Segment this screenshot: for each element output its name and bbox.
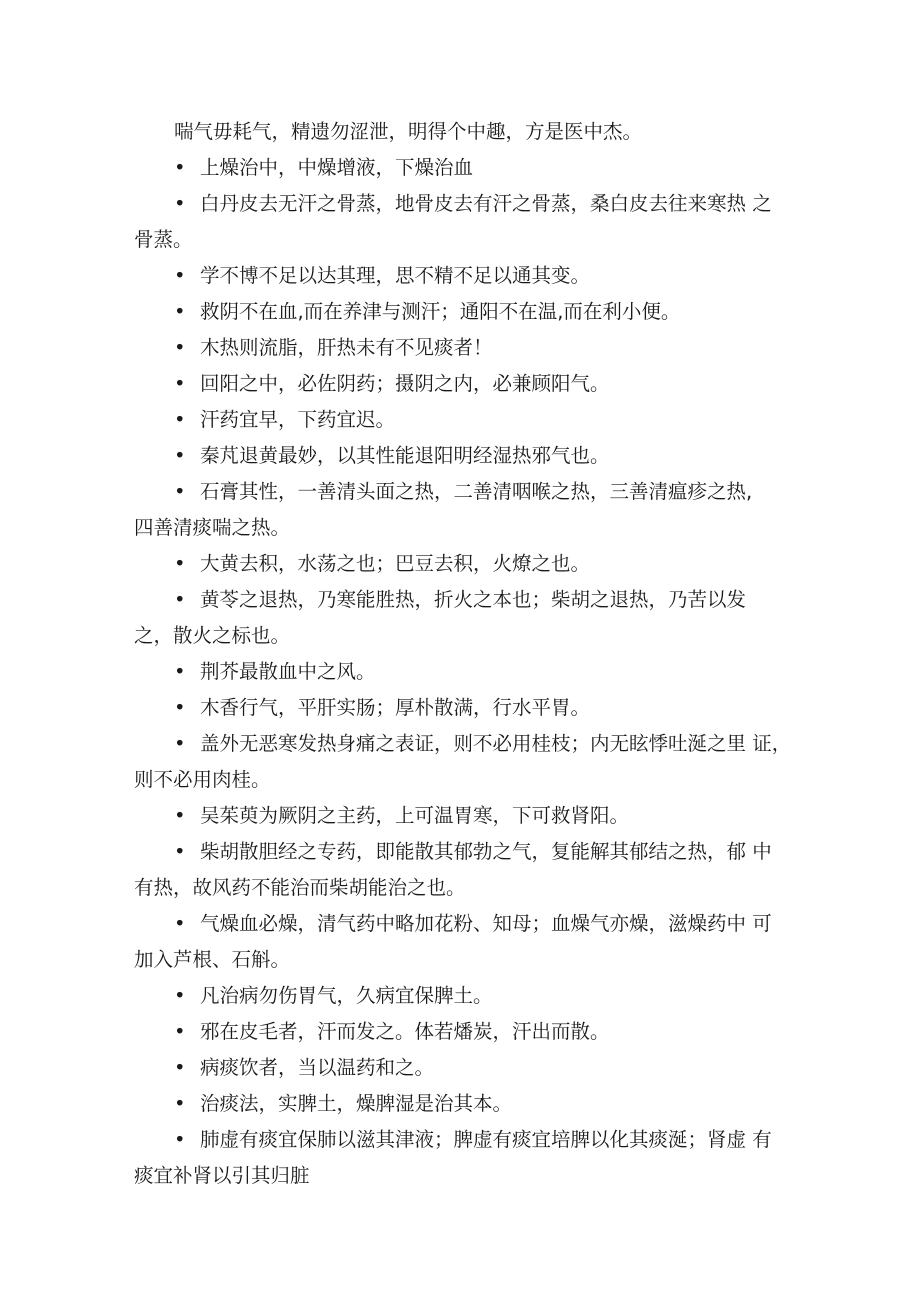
- bullet-icon: •: [174, 732, 186, 755]
- list-item: [134, 906, 810, 978]
- bullet-icon: •: [174, 912, 186, 935]
- list-item-first-line: [134, 366, 810, 402]
- list-item: [134, 186, 810, 258]
- list-item-continuation: 痰宜补肾以引其归脏: [134, 1164, 310, 1187]
- list-item: [134, 150, 810, 186]
- list-item-first-line: [134, 1086, 810, 1122]
- intro-line: 喘气毋耗气，精遗勿涩泄，明得个中趣，方是医中杰。: [174, 120, 643, 143]
- bullet-icon: •: [174, 1092, 186, 1115]
- list-item-text: 学不博不足以达其理，思不精不足以通其变。: [200, 264, 591, 287]
- bullet-icon: •: [174, 480, 186, 503]
- list-item-first-line: [134, 474, 810, 510]
- list-item-first-line: [134, 402, 810, 438]
- list-item-first-line: [134, 258, 810, 294]
- bullet-icon: •: [174, 1020, 186, 1043]
- list-item: [134, 330, 810, 366]
- bullet-icon: •: [174, 264, 186, 287]
- list-item: [134, 726, 810, 798]
- list-item-first-line: [134, 1014, 810, 1050]
- list-item-continuation: 加入芦根、石斛。: [134, 948, 291, 971]
- bullet-icon: •: [174, 300, 186, 323]
- bullet-icon: •: [174, 840, 186, 863]
- list-item-first-line: [134, 726, 810, 762]
- list-item: [134, 1014, 810, 1050]
- list-item-continuation: 骨蒸。: [134, 228, 193, 251]
- list-item-text: 病痰饮者，当以温药和之。: [200, 1056, 435, 1079]
- list-item: [134, 582, 810, 654]
- list-item-text: 回阳之中，必佐阴药；摄阴之内，必兼顾阳气。: [200, 372, 610, 395]
- bullet-icon: •: [174, 372, 186, 395]
- bullet-icon: •: [174, 588, 186, 611]
- bullet-icon: •: [174, 1128, 186, 1151]
- list-item-text: 黄苓之退热，乃寒能胜热，折火之本也；柴胡之退热，乃苦以发: [200, 588, 747, 611]
- bullet-icon: •: [174, 156, 186, 179]
- list-item-first-line: [134, 654, 810, 690]
- list-item: [134, 1086, 810, 1122]
- list-item: [134, 366, 810, 402]
- bullet-icon: •: [174, 552, 186, 575]
- list-item-first-line: [134, 1122, 810, 1158]
- bullet-icon: •: [174, 804, 186, 827]
- list-item-text: 盖外无恶寒发热身痛之表证，则不必用桂枝；内无眩悸吐涎之里 证，: [200, 732, 792, 755]
- list-item-text: 上燥治中，中燥增液，下燥治血: [200, 156, 474, 179]
- list-item-first-line: [134, 834, 810, 870]
- list-item: [134, 474, 810, 546]
- list-item-first-line: [134, 1050, 810, 1086]
- bullet-icon: •: [174, 192, 186, 215]
- list-item: [134, 978, 810, 1014]
- item-list: [134, 150, 810, 1194]
- list-item: [134, 834, 810, 906]
- list-item-first-line: [134, 438, 810, 474]
- bullet-icon: •: [174, 696, 186, 719]
- list-item-text: 治痰法，实脾土，燥脾湿是治其本。: [200, 1092, 513, 1115]
- list-item-text: 气燥血必燥，清气药中略加花粉、知母；血燥气亦燥，滋燥药中 可: [200, 912, 772, 935]
- bullet-icon: •: [174, 1056, 186, 1079]
- bullet-icon: •: [174, 444, 186, 467]
- list-item-text: 肺虚有痰宜保肺以滋其津液；脾虚有痰宜培脾以化其痰涎；肾虚 有: [200, 1128, 772, 1151]
- list-item-text: 柴胡散胆经之专药，即能散其郁勃之气，复能解其郁结之热，郁 中: [200, 840, 772, 863]
- list-item-text: 邪在皮毛者，汗而发之。体若燔炭，汗出而散。: [200, 1020, 610, 1043]
- list-item-text: 白丹皮去无汗之骨蒸，地骨皮去有汗之骨蒸，桑白皮去往来寒热 之: [200, 192, 772, 215]
- list-item-text: 荆芥最散血中之风。: [200, 660, 376, 683]
- bullet-icon: •: [174, 336, 186, 359]
- list-item-first-line: [134, 582, 810, 618]
- list-item: [134, 654, 810, 690]
- list-item-continuation: 之，散火之标也。: [134, 624, 291, 647]
- list-item-text: 凡治病勿伤胃气，久病宜保脾土。: [200, 984, 493, 1007]
- list-item: [134, 798, 810, 834]
- list-item-text: 救阴不在血,而在养津与测汗；通阳不在温,而在利小便。: [200, 300, 681, 323]
- list-item-continuation: 四善清痰喘之热。: [134, 516, 291, 539]
- bullet-icon: •: [174, 408, 186, 431]
- list-item: [134, 546, 810, 582]
- list-item-text: 木热则流脂，肝热未有不见痰者！: [200, 336, 493, 359]
- bullet-icon: •: [174, 984, 186, 1007]
- list-item: [134, 1122, 810, 1194]
- list-item: [134, 258, 810, 294]
- list-item-first-line: [134, 330, 810, 366]
- list-item-first-line: [134, 798, 810, 834]
- list-item: [134, 1050, 810, 1086]
- list-item-text: 大黄去积，水荡之也；巴豆去积，火燎之也。: [200, 552, 591, 575]
- list-item-first-line: [134, 546, 810, 582]
- list-item-first-line: [134, 978, 810, 1014]
- list-item-continuation: 则不必用肉桂。: [134, 768, 271, 791]
- list-item-continuation: 有热，故风药不能治而柴胡能治之也。: [134, 876, 466, 899]
- list-item-first-line: [134, 294, 810, 330]
- list-item-first-line: [134, 690, 810, 726]
- list-item-text: 秦芃退黄最妙，以其性能退阳明经湿热邪气也。: [200, 444, 610, 467]
- list-item: [134, 438, 810, 474]
- bullet-icon: •: [174, 660, 186, 683]
- list-item-first-line: [134, 150, 810, 186]
- list-item: [134, 294, 810, 330]
- list-item-first-line: [134, 186, 810, 222]
- list-item-text: 吴茱萸为厥阴之主药，上可温胃寒，下可救肾阳。: [200, 804, 630, 827]
- list-item-text: 木香行气，平肝实肠；厚朴散满，行水平胃。: [200, 696, 591, 719]
- list-item-first-line: [134, 906, 810, 942]
- list-item-text: 汗药宜早，下药宜迟。: [200, 408, 396, 431]
- list-item: [134, 690, 810, 726]
- list-item-text: 石膏其性，一善清头面之热，二善清咽喉之热，三善清瘟疹之热,: [200, 480, 753, 503]
- list-item: [134, 402, 810, 438]
